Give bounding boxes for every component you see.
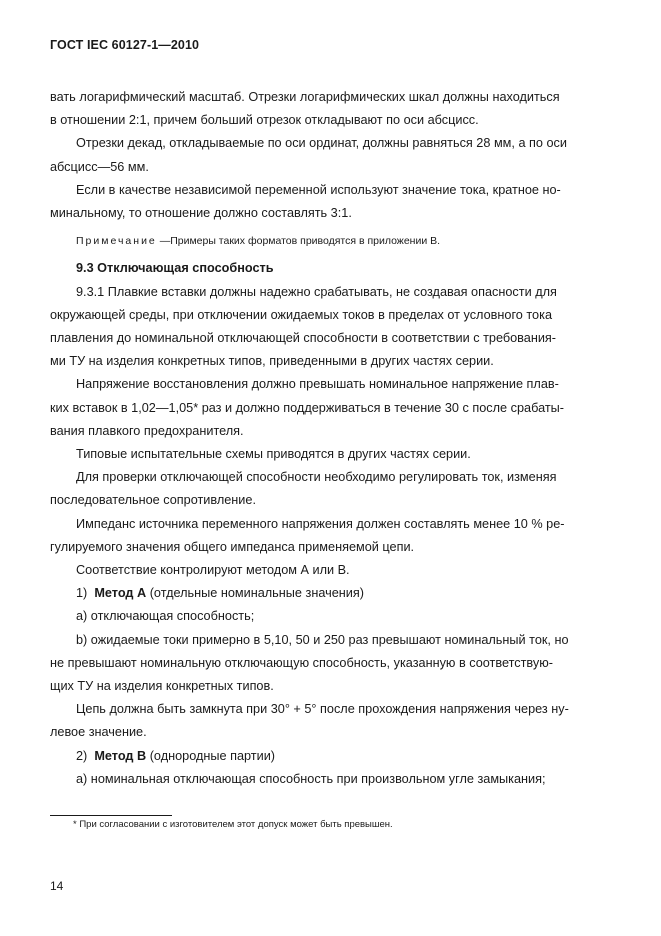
paragraph-line: Для проверки отключающей способности необходимо регулировать ток, изменяя [76, 470, 557, 485]
method-number: 2) [76, 748, 95, 763]
paragraph-line: Отрезки декад, откладываемые по оси ординат, должны равняться 28 мм, а по оси [76, 136, 567, 151]
paragraph-line: Цепь должна быть замкнута при 30° + 5° после прохождения напряжения через ну- [76, 702, 569, 717]
page-number: 14 [50, 879, 64, 893]
method-description: (отдельные номинальные значения) [146, 586, 364, 601]
list-item: b) ожидаемые токи примерно в 5,10, 50 и 250 раз превышают номинальный ток, но [76, 632, 569, 647]
paragraph-line: Напряжение восстановления должно превышать номинальное напряжение плав- [76, 377, 559, 392]
note-label: Примечание [76, 235, 157, 248]
paragraph-line: Типовые испытательные схемы приводятся в других частях серии. [76, 447, 471, 462]
footnote-text: При согласовании с изготовителем этот допуск может быть превышен. [76, 819, 393, 830]
method-b-heading [50, 745, 590, 768]
method-a-heading [50, 582, 590, 605]
paragraph-line: не превышают номинальную отключающую способность, указанную в соответствую- [50, 655, 553, 670]
paragraph-line: в отношении 2:1, причем больший отрезок откладывают по оси абсцисс. [50, 113, 479, 128]
paragraph-line: окружающей среды, при отключении ожидаемых токов в пределах от условного тока [50, 307, 553, 322]
paragraph-line: гулируемого значения общего импеданса применяемой цепи. [50, 539, 415, 554]
paragraph-line: ми ТУ на изделия конкретных типов, приведенными в других частях серии. [50, 354, 494, 369]
paragraph-line: абсцисс—56 мм. [50, 159, 149, 174]
paragraph-line: плавления до номинальной отключающей способности в соответствии с требования- [50, 331, 557, 346]
paragraph-line: левое значение. [50, 725, 147, 740]
note [50, 230, 590, 253]
footnote [73, 819, 393, 830]
document-body [50, 86, 590, 791]
method-description: (однородные партии) [146, 748, 276, 763]
paragraph-line: вать логарифмический масштаб. Отрезки логарифмических шкал должны находиться [50, 90, 560, 104]
list-item: а) номинальная отключающая способность при произвольном угле замыкания; [76, 771, 546, 786]
paragraph-line: вания плавкого предохранителя. [50, 423, 244, 438]
section-heading: 9.3 Отключающая способность [76, 261, 274, 276]
footnote-mark: * [73, 819, 77, 830]
paragraph-line: ких вставок в 1,02—1,05* раз и должно поддерживаться в течение 30 с после срабаты- [50, 400, 564, 415]
list-item: a) отключающая способность; [76, 609, 255, 624]
method-title: Метод А [94, 586, 147, 601]
paragraph-line: щих ТУ на изделия конкретных типов. [50, 679, 274, 694]
paragraph-line: Соответствие контролируют методом А или В. [76, 563, 350, 578]
paragraph-line: Импеданс источника переменного напряжения должен составлять менее 10 % ре- [76, 516, 565, 531]
paragraph-line: 9.3.1 Плавкие вставки должны надежно срабатывать, не создавая опасности для [76, 284, 557, 299]
paragraph-line: Если в качестве независимой переменной используют значение тока, кратное но- [76, 182, 561, 197]
footnote-divider [50, 815, 172, 816]
paragraph-line: последовательное сопротивление. [50, 493, 256, 508]
note-text: —Примеры таких форматов приводятся в приложении В. [156, 235, 441, 248]
paragraph-line: минальному, то отношение должно составлять 3:1. [50, 206, 352, 221]
method-title: Метод В [94, 748, 147, 763]
method-number: 1) [76, 586, 95, 601]
document-header: ГОСТ IEC 60127-1—2010 [50, 38, 200, 52]
